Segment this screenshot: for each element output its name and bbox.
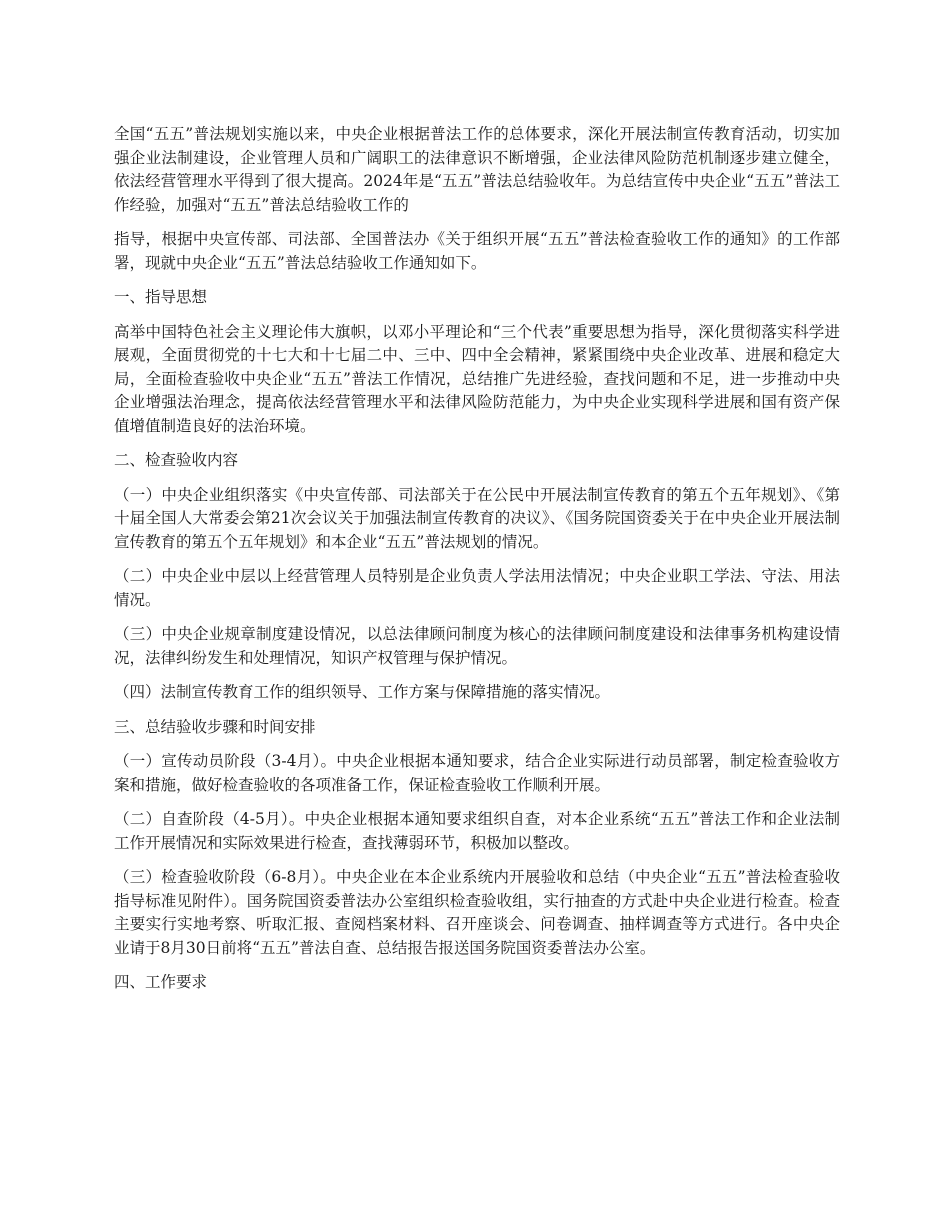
document-body (114, 123, 840, 1006)
section-heading-steps-schedule: 三、总结验收步骤和时间安排 (114, 717, 316, 736)
paragraph-guiding-ideology: 高举中国特色社会主义理论伟大旗帜，以邓小平理论和“三个代表”重要思想为指导，深化贯彻落实科学进展观，全面贯彻党的十七大和十七届二中、三中、四中全会精神，紧紧围绕中央企业改革、进展和稳定大局，全面检查验收中央企业“五五”普法工作情况，总结推广先进经验，查找问题和不足，进一步推动中央企业增强法治理念，提高依法经营管理水平和法律风险防范能力，为中央企业实现科学进展和国有资产保值增值制造良好的法治环境。 (114, 322, 840, 435)
paragraph-content-item-4: （四）法制宣传教育工作的组织领导、工作方案与保障措施的落实情况。 (114, 683, 611, 701)
section-heading-guiding-ideology: 一、指导思想 (114, 288, 208, 306)
section-heading-work-requirements: 四、工作要求 (114, 973, 208, 991)
paragraph-content-item-2: （二）中央企业中层以上经营管理人员特别是企业负责人学法用法情况；中央企业职工学法、守法、用法情况。 (114, 567, 840, 609)
paragraph-content-item-3: （三）中央企业规章制度建设情况，以总法律顾问制度为核心的法律顾问制度建设和法律事务机构建设情况，法律纠纷发生和处理情况，知识产权管理与保护情况。 (114, 625, 840, 667)
paragraph-intro-2: 指导，根据中央宣传部、司法部、全国普法办《关于组织开展“五五”普法检查验收工作的通知》的工作部署，现就中央企业“五五”普法总结验收工作通知如下。 (114, 230, 840, 272)
section-heading-inspection-content: 二、检查验收内容 (114, 451, 239, 469)
paragraph-step-2: （二）自查阶段（4-5月）。中央企业根据本通知要求组织自查，对本企业系统“五五”普法工作和企业法制工作开展情况和实际效果进行检查，查找薄弱环节，积极加以整改。 (114, 810, 840, 852)
paragraph-step-3: （三）检查验收阶段（6-8月）。中央企业在本企业系统内开展验收和总结（中央企业“五五”普法检查验收指导标准见附件）。国务院国资委普法办公室组织检查验收组，实行抽查的方式赴中央企业进行检查。检查主要实行实地考察、听取汇报、查阅档案材料、召开座谈会、问卷调查、抽样调查等方式进行。各中央企业请于8月30日前将“五五”普法自查、总结报告报送国务院国资委普法办公室。 (114, 868, 840, 957)
paragraph-content-item-1: （一）中央企业组织落实《中央宣传部、司法部关于在公民中开展法制宣传教育的第五个五年规划》、《第十届全国人大常委会第21次会议关于加强法制宣传教育的决议》、《国务院国资委关于在中央企业开展法制宣传教育的第五个五年规划》和本企业“五五”普法规划的情况。 (114, 485, 840, 551)
paragraph-step-1: （一）宣传动员阶段（3-4月）。中央企业根据本通知要求，结合企业实际进行动员部署，制定检查验收方案和措施，做好检查验收的各项准备工作，保证检查验收工作顺利开展。 (114, 752, 840, 794)
paragraph-intro-1: 全国“五五”普法规划实施以来，中央企业根据普法工作的总体要求，深化开展法制宣传教育活动，切实加强企业法制建设，企业管理人员和广阔职工的法律意识不断增强，企业法律风险防范机制逐步建立健全，依法经营管理水平得到了很大提高。2024年是“五五”普法总结验收年。为总结宣传中央企业“五五”普法工作经验，加强对“五五”普法总结验收工作的 (114, 125, 840, 214)
